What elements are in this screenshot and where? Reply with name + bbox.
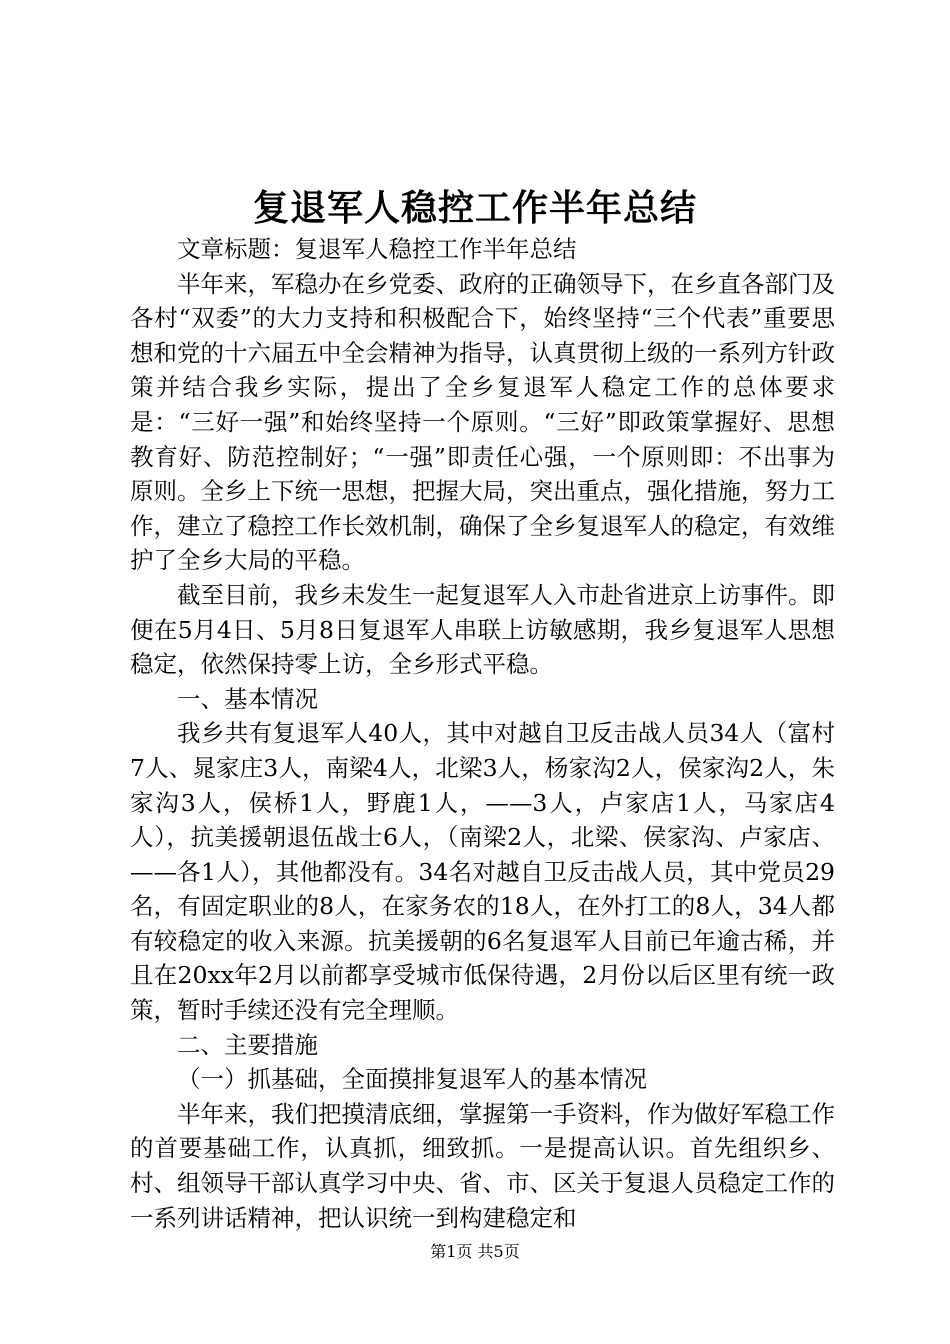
paragraph-basic-situation: 我乡共有复退军人40人，其中对越自卫反击战人员34人（富村7人、晁家庄3人，南梁4人，北梁3人，杨家沟2人，侯家沟2人，朱家沟3人，侯桥1人，野鹿1人，——3人，卢家店1人，马家店4人），抗美援朝退伍战士6人，（南梁2人，北梁、侯家沟、卢家店、——各1人），其他都没有。34名对越自卫反击战人员，其中党员29名，有固定职业的8人，在家务农的18人，在外打工的8人，34人都有较稳定的收入来源。抗美援朝的6名复退军人目前已年逾古稀，并且在20xx年2月以前都享受城市低保待遇，2月份以后区里有统一政策，暂时手续还没有完全理顺。 xyxy=(130,719,835,1025)
document-body xyxy=(130,232,835,1235)
paragraph-foundation: 半年来，我们把摸清底细，掌握第一手资料，作为做好军稳工作的首要基础工作，认真抓，细致抓。一是提高认识。首先组织乡、村、组领导干部认真学习中央、省、市、区关于复退人员稳定工作的一系列讲话精神，把认识统一到构建稳定和 xyxy=(130,1099,835,1232)
paragraph-status: 截至目前，我乡未发生一起复退军人入市赴省进京上访事件。即便在5月4日、5月8日复退军人串联上访敏感期，我乡复退军人思想稳定，依然保持零上访，全乡形式平稳。 xyxy=(130,580,835,679)
section-heading-basic-situation: 一、基本情况 xyxy=(177,684,318,713)
subsection-heading-foundation: （一）抓基础，全面摸排复退军人的基本情况 xyxy=(177,1065,647,1094)
document-title: 复退军人稳控工作半年总结 xyxy=(252,187,697,229)
section-heading-main-measures: 二、主要措施 xyxy=(177,1030,318,1059)
paragraph-article-title: 文章标题：复退军人稳控工作半年总结 xyxy=(177,235,577,263)
page-number-footer: 第1页 共5页 xyxy=(430,1242,520,1261)
paragraph-intro: 半年来，军稳办在乡党委、政府的正确领导下，在乡直各部门及各村“双委”的大力支持和积极配合下，始终坚持“三个代表”重要思想和党的十六届五中全会精神为指导，认真贯彻上级的一系列方针政策并结合我乡实际，提出了全乡复退军人稳定工作的总体要求是：“三好一强”和始终坚持一个原则。“三好”即政策掌握好、思想教育好、防范控制好；“一强”即责任心强，一个原则即：不出事为原则。全乡上下统一思想，把握大局，突出重点，强化措施，努力工作，建立了稳控工作长效机制，确保了全乡复退军人的稳定，有效维护了全乡大局的平稳。 xyxy=(130,269,835,575)
